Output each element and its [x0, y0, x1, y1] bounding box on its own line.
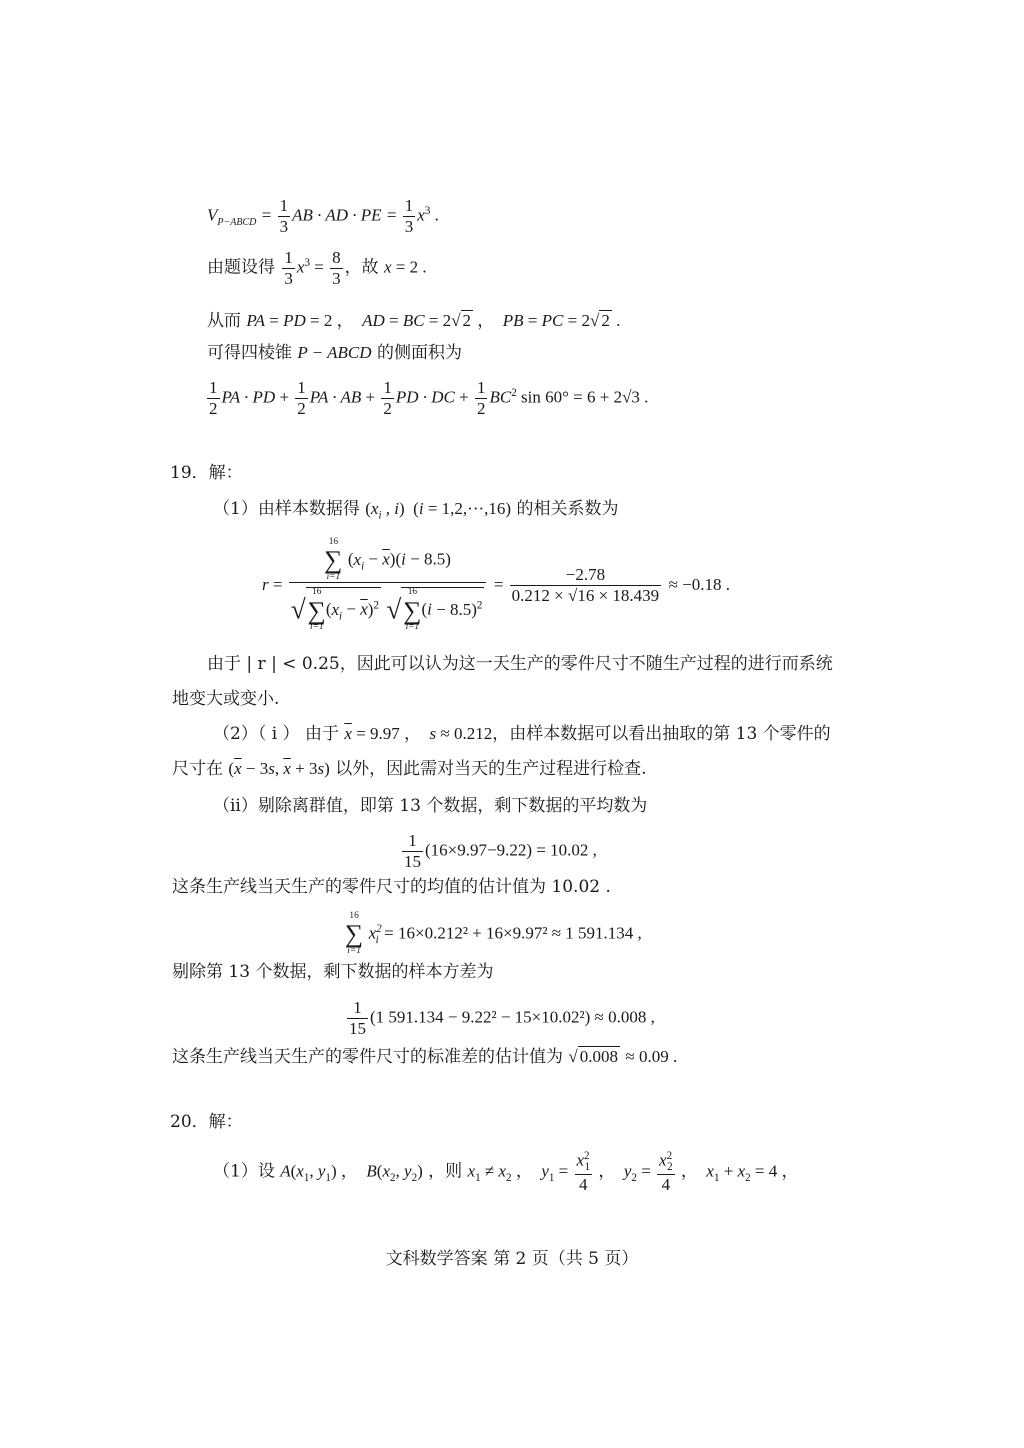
sum-squares-calculation: 16 ∑ i=1 $x^2_i = 16\times 0.212^2 + 16\times 9.97^2 \approx 1$ 591.134 , [345, 911, 642, 956]
volume-prefix: 由题设得 [207, 257, 275, 278]
p2i-a: （2）（ i ） 由于 [213, 724, 339, 744]
mean-calculation: $\frac{1}{15}$ (16×9.97−9.22) = 10.02 , [404, 831, 597, 871]
q19-conclusion-line1: 由于 | r | < 0.25，因此可以认为这一天生产的零件尺寸不随生产过程的进行而系统 [207, 654, 833, 674]
volume-condition: 由题设得 $\frac{1}{3}$ $x^3$ = $\frac{8}{3}$ ，故 x = 2 . [207, 248, 427, 288]
p1-tail: 的相关系数为 [516, 499, 619, 519]
from-text: 从而 [207, 311, 241, 331]
q19-heading: 19．解： [170, 463, 243, 483]
p2i-b: ，由样本数据可以看出抽取的第 13 个零件的 [492, 724, 831, 744]
q19-part2ii: （ii）剔除离群值，即第 13 个数据，剩下数据的平均数为 [213, 796, 648, 816]
lateral-result: = 6 + 2√3 . [573, 387, 649, 407]
volume-formula: $V_{P-ABCD}$ = $\frac{1}{3}$ AB · AD · PE = $\frac{1}{3}$ $x^3$ . [207, 196, 439, 236]
corr-denominator: 0.212 × √16 × 18.439 [511, 585, 660, 605]
p1-intro: （1）由样本数据得 [213, 499, 360, 519]
corr-result: ≈ −0.18 . [668, 574, 731, 594]
q19-part1-intro: （1）由样本数据得 ($x_i$ , i) (i = 1,2,···,16) 的相关系数为 [213, 499, 619, 522]
p2i-c: 尺寸在 [172, 759, 223, 779]
variance-expr: (1 591.134 − 9.22² − 15×10.02²) ≈ 0.008 , [370, 1007, 655, 1027]
corr-numerator: −2.78 [510, 565, 662, 586]
q19-conclusion-line2: 地变大或变小. [172, 689, 280, 709]
mean-estimate-text: 这条生产线当天生产的零件尺寸的均值的估计值为 10.02 . [172, 877, 611, 897]
mean-calc-expr: (16×9.97−9.22) = 10.02 , [425, 840, 597, 860]
std-text: 这条生产线当天生产的零件尺寸的标准差的估计值为 [172, 1047, 563, 1067]
remove-outlier-text: 剔除第 13 个数据，剩下数据的样本方差为 [172, 962, 494, 982]
p2i-d: 以外，因此需对当天的生产过程进行检查. [335, 759, 647, 779]
edge-lengths: 从而 PA = PD = 2 ， AD = BC = 2√ 2 ， PB = PC = 2√ 2 . [207, 311, 621, 331]
q19-part2i-line1: （2）（ i ） 由于 $\overline{x} = 9.97$ ， s ≈ 0.212，由样本数据可以看出抽取的第 13 个零件的 [213, 724, 831, 744]
p20-a: （1）设 [213, 1161, 275, 1182]
lateral-intro-text: 可得四棱锥 [207, 343, 292, 363]
p20-b: ，则 [428, 1161, 463, 1182]
lateral-tail: 的侧面积为 [376, 343, 462, 363]
lateral-area-formula: $\frac{1}{2}$ PA · PD + $\frac{1}{2}$ PA · AB + $\frac{1}{2}$ PD · DC + $\frac{1}{2}$ $BC^2$ sin 60° = 6 + 2√3 . [209, 378, 649, 418]
volume-suffix: ，故 [344, 257, 379, 278]
q20-heading: 20．解： [170, 1112, 243, 1132]
q19-part2i-line2: 尺寸在 ($\overline{x} - 3s$, $\overline{x} + 3s$) 以外，因此需对当天的生产过程进行检查. [172, 759, 647, 779]
correlation-formula: r = 16 ∑ i=1 $(x_i - \overline{x})(i - 8.5)$ √ 16 ∑ i=1 $(x_i - \overline{x})^2$ √ 16 ∑ i=1 $(i - 8.5)^2$ = $\frac{-2.78}{0.212 \times √16 \times 18.439}$ ≈ −0.18 . [262, 537, 731, 633]
q20-part1: （1）设 $A(x_1$, $y_1$) ， $B(x_2$, $y_2$) ，则 $x_1 \ne x_2$ ， $y_1$ = $\frac{x^2_1}{4}$ ， $y_2$ = $\frac{x^2_2}{4}$ ， $x_1 + x_2 = 4$ ， [213, 1150, 799, 1194]
lateral-intro: 可得四棱锥 P − ABCD 的侧面积为 [207, 343, 462, 363]
sum-squares-expr: = 16×0.212² + 16×9.97² ≈ 1 591.134 , [384, 923, 642, 943]
std-estimate: 这条生产线当天生产的零件尺寸的标准差的估计值为 √ 0.008 ≈ 0.09 . [172, 1047, 678, 1067]
page-footer: 文科数学答案 第 2 页（共 5 页） [385, 1249, 639, 1269]
variance-calculation: $\frac{1}{15}$ (1 591.134 − 9.22² − 15×10.02²) ≈ 0.008 , [349, 998, 655, 1038]
std-value: ≈ 0.09 . [625, 1047, 678, 1066]
